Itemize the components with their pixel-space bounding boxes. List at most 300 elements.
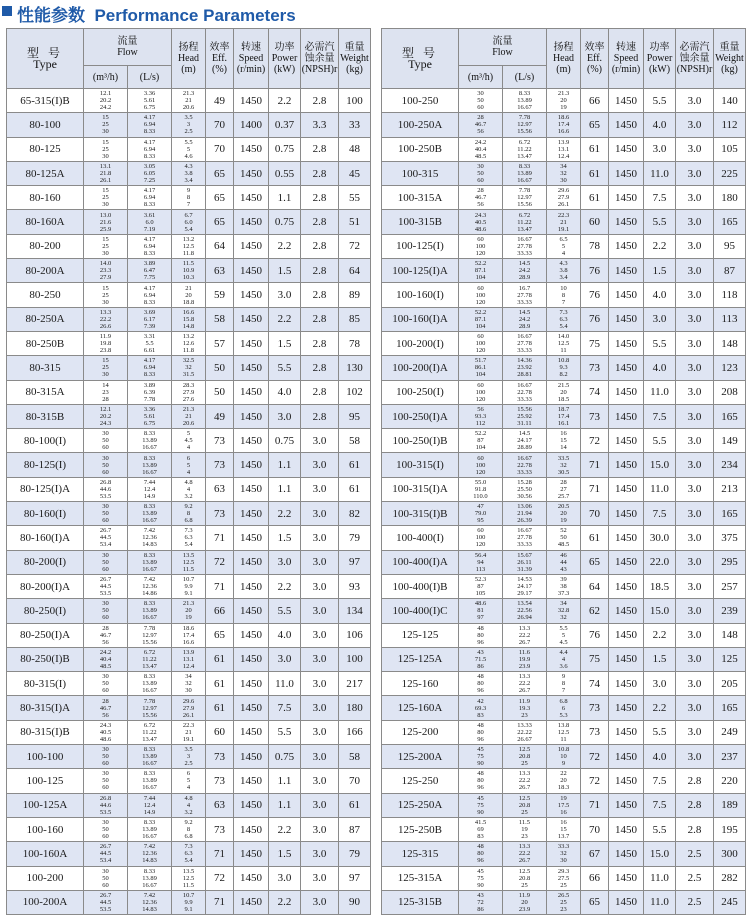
npsh-cell: 3.0 — [676, 745, 714, 769]
eff-cell: 73 — [581, 404, 609, 428]
q_m3h-value: 56.4 — [474, 551, 487, 559]
head-value: 5 — [186, 461, 191, 469]
q_ls-cell — [503, 745, 547, 769]
q_m3h-value: 97 — [477, 614, 484, 622]
q_ls-cell — [503, 574, 547, 598]
q_m3h-value: 96 — [477, 687, 484, 695]
q_m3h-cell — [84, 380, 128, 404]
q_ls-cell — [128, 720, 172, 744]
eff-cell: 58 — [206, 307, 234, 331]
head-value: 37.3 — [557, 590, 570, 598]
speed-cell: 1450 — [234, 380, 269, 404]
eff-cell: 63 — [206, 477, 234, 501]
model-cell: 125-125A — [382, 647, 459, 671]
q_ls-value: 19 — [521, 826, 528, 834]
npsh-cell: 3.0 — [676, 234, 714, 258]
power-cell: 3.0 — [269, 404, 301, 428]
q_m3h-value: 25 — [102, 364, 109, 372]
head-value: 52 — [560, 527, 567, 535]
q_ls-value: 19.9 — [518, 655, 531, 663]
head-value: 6.8 — [559, 697, 568, 705]
q_m3h-cell — [459, 210, 503, 234]
header-model: 型 号 Type — [7, 29, 84, 89]
speed-cell: 1450 — [609, 331, 644, 355]
q_m3h-value: 69 — [477, 826, 484, 834]
npsh-cell: 2.8 — [301, 186, 339, 210]
q_ls-cell — [503, 720, 547, 744]
q_m3h-cell — [84, 647, 128, 671]
q_m3h-value: 30 — [102, 819, 109, 827]
weight-cell: 257 — [714, 574, 746, 598]
head-value: 16 — [560, 819, 567, 827]
head-value: 4.8 — [184, 794, 193, 802]
head-value: 6 — [186, 454, 191, 462]
q_m3h-value: 13.3 — [99, 308, 112, 316]
weight-cell: 112 — [714, 113, 746, 137]
weight-cell: 213 — [714, 477, 746, 501]
q_m3h-cell — [459, 186, 503, 210]
head-value: 15 — [560, 826, 567, 834]
npsh-cell: 3.0 — [301, 890, 339, 914]
q_ls-value: 6.72 — [143, 721, 156, 729]
head-value: 8 — [186, 194, 191, 202]
head-value: 5.5 — [559, 624, 568, 632]
head-value: 20.6 — [182, 104, 195, 112]
q_m3h-value: 52.2 — [474, 430, 487, 438]
performance-table-right — [381, 28, 746, 915]
power-cell: 2.2 — [644, 623, 676, 647]
head-value: 11.5 — [182, 565, 195, 573]
q_ls-value: 26.7 — [518, 638, 531, 646]
q_ls-value: 8.33 — [143, 430, 156, 438]
weight-cell: 180 — [339, 696, 371, 720]
model-cell: 100-200(I)A — [382, 356, 459, 380]
q_m3h-value: 28 — [477, 114, 484, 122]
power-cell: 15.0 — [644, 842, 676, 866]
weight-cell: 123 — [714, 356, 746, 380]
head-cell — [172, 817, 206, 841]
power-cell: 3.0 — [644, 672, 676, 696]
speed-cell: 1450 — [234, 842, 269, 866]
q_ls-value: 6.47 — [143, 267, 156, 275]
q_m3h-value: 27.9 — [99, 274, 112, 282]
eff-cell: 72 — [206, 550, 234, 574]
q_m3h-value: 60 — [477, 104, 484, 112]
head-value: 9.9 — [184, 583, 193, 591]
q_m3h-cell — [459, 502, 503, 526]
head-value: 4 — [186, 444, 191, 452]
q_m3h-value: 48 — [477, 770, 484, 778]
eff-cell: 71 — [581, 793, 609, 817]
head-value: 6.5 — [559, 235, 568, 243]
model-cell: 100-100 — [7, 745, 84, 769]
head-cell — [172, 672, 206, 696]
table-row — [7, 259, 371, 283]
q_m3h-value: 25 — [102, 242, 109, 250]
head-cell — [172, 453, 206, 477]
q_ls-value: 28.89 — [517, 444, 532, 452]
model-cell: 80-200(I) — [7, 550, 84, 574]
q_m3h-value: 30 — [477, 163, 484, 171]
speed-cell: 1450 — [609, 526, 644, 550]
head-value: 12.4 — [557, 152, 570, 160]
q_m3h-value: 55.0 — [474, 478, 487, 486]
q_ls-cell — [128, 550, 172, 574]
weight-cell: 165 — [714, 502, 746, 526]
head-value: 27.6 — [182, 395, 195, 403]
eff-cell: 61 — [206, 647, 234, 671]
q_ls-value: 11.22 — [517, 218, 532, 226]
q_ls-value: 22.2 — [518, 680, 531, 688]
q_m3h-value: 48 — [477, 673, 484, 681]
speed-cell: 1450 — [609, 234, 644, 258]
q_ls-value: 22.22 — [517, 728, 532, 736]
head-value: 20 — [560, 388, 567, 396]
head-value: 16.6 — [182, 308, 195, 316]
q_m3h-value: 23.8 — [99, 347, 112, 355]
npsh-cell: 3.0 — [676, 550, 714, 574]
q_m3h-value: 60 — [102, 565, 109, 573]
power-cell: 30.0 — [644, 526, 676, 550]
power-cell: 3.0 — [644, 307, 676, 331]
q_ls-value: 11.5 — [518, 819, 531, 827]
model-cell: 80-250(I) — [7, 599, 84, 623]
head-value: 5.4 — [559, 322, 568, 330]
head-value: 15.8 — [182, 315, 195, 323]
q_ls-value: 24.17 — [517, 437, 532, 445]
q_m3h-cell — [84, 623, 128, 647]
weight-cell: 234 — [714, 453, 746, 477]
q_m3h-cell — [84, 672, 128, 696]
speed-cell: 1450 — [609, 283, 644, 307]
npsh-cell: 3.0 — [301, 647, 339, 671]
head-cell — [547, 842, 581, 866]
speed-cell: 1450 — [234, 137, 269, 161]
weight-cell: 87 — [339, 817, 371, 841]
q_ls-value: 13.06 — [517, 503, 532, 511]
speed-cell: 1450 — [609, 259, 644, 283]
head-value: 34 — [560, 163, 567, 171]
page-header — [0, 0, 750, 24]
q_ls-value: 3.05 — [143, 163, 156, 171]
q_m3h-cell — [84, 186, 128, 210]
q_m3h-value: 28 — [477, 187, 484, 195]
q_ls-value: 11.22 — [517, 145, 532, 153]
head-value: 9.9 — [184, 898, 193, 906]
head-value: 19 — [560, 104, 567, 112]
q_m3h-value: 87.1 — [474, 267, 487, 275]
speed-cell: 1450 — [234, 769, 269, 793]
q_ls-value: 31.39 — [517, 565, 532, 573]
table-row — [7, 186, 371, 210]
head-cell — [547, 307, 581, 331]
q_m3h-value: 60 — [102, 687, 109, 695]
q_m3h-value: 45 — [477, 794, 484, 802]
q_ls-cell — [503, 477, 547, 501]
q_m3h-value: 40.4 — [474, 145, 487, 153]
weight-cell: 100 — [339, 647, 371, 671]
head-value: 50 — [560, 534, 567, 542]
header-flow-m3h: (m³/h) — [84, 66, 128, 89]
q_m3h-cell — [84, 599, 128, 623]
model-cell: 80-250B — [7, 331, 84, 355]
head-cell — [172, 89, 206, 113]
q_m3h-cell — [84, 210, 128, 234]
q_m3h-value: 48.5 — [474, 152, 487, 160]
npsh-cell: 2.8 — [676, 793, 714, 817]
q_ls-cell — [128, 890, 172, 914]
q_m3h-value: 30 — [102, 128, 109, 136]
q_m3h-value: 60 — [102, 468, 109, 476]
npsh-cell: 3.0 — [301, 429, 339, 453]
head-value: 5 — [186, 145, 191, 153]
q_m3h-cell — [459, 89, 503, 113]
head-value: 4.5 — [559, 638, 568, 646]
q_m3h-cell — [459, 793, 503, 817]
head-cell — [172, 550, 206, 574]
head-value: 8 — [186, 826, 191, 834]
npsh-cell: 3.0 — [676, 647, 714, 671]
speed-cell: 1450 — [609, 307, 644, 331]
q_m3h-value: 15 — [102, 138, 109, 146]
q_m3h-value: 46.7 — [99, 704, 112, 712]
head-value: 13.1 — [182, 655, 195, 663]
head-cell — [172, 720, 206, 744]
q_m3h-value: 48.6 — [99, 735, 112, 743]
q_m3h-value: 30 — [102, 298, 109, 306]
npsh-cell: 3.0 — [301, 793, 339, 817]
power-cell: 1.5 — [269, 259, 301, 283]
eff-cell: 57 — [206, 331, 234, 355]
q_ls-value: 27.78 — [517, 534, 532, 542]
q_m3h-value: 113 — [475, 565, 486, 573]
power-cell: 1.5 — [269, 331, 301, 355]
table-row — [7, 453, 371, 477]
q_ls-value: 14.83 — [142, 905, 157, 913]
model-cell: 100-315(I) — [382, 453, 459, 477]
q_m3h-value: 46.7 — [474, 121, 487, 129]
table-row — [7, 720, 371, 744]
header-speed: 转速 Speed (r/min) — [234, 29, 269, 89]
power-cell: 7.5 — [644, 186, 676, 210]
speed-cell: 1450 — [234, 89, 269, 113]
q_ls-value: 16.67 — [142, 687, 157, 695]
head-value: 30 — [560, 857, 567, 865]
head-cell — [547, 234, 581, 258]
table-row — [382, 331, 746, 355]
q_ls-value: 33.33 — [517, 541, 532, 549]
q_ls-value: 8.33 — [143, 770, 156, 778]
head-cell — [172, 526, 206, 550]
q_ls-cell — [128, 210, 172, 234]
table-row — [7, 817, 371, 841]
eff-cell: 71 — [581, 453, 609, 477]
q_ls-value: 3.36 — [143, 90, 156, 98]
power-cell: 5.5 — [644, 720, 676, 744]
q_m3h-value: 93.3 — [474, 413, 487, 420]
table-row — [7, 307, 371, 331]
model-cell: 100-250A — [382, 113, 459, 137]
table-row — [7, 502, 371, 526]
q_ls-value: 7.78 — [143, 624, 156, 632]
q_ls-value: 13.47 — [142, 662, 157, 670]
head-value: 8 — [561, 291, 566, 299]
power-cell: 11.0 — [644, 380, 676, 404]
table-header — [7, 29, 371, 89]
q_m3h-value: 86 — [477, 662, 484, 670]
q_ls-value: 22.2 — [518, 631, 531, 639]
q_m3h-value: 23 — [102, 388, 109, 396]
q_m3h-value: 30 — [102, 600, 109, 608]
table-row — [7, 793, 371, 817]
model-cell: 100-200 — [7, 866, 84, 890]
eff-cell: 74 — [581, 380, 609, 404]
npsh-cell: 3.0 — [301, 817, 339, 841]
speed-cell: 1450 — [609, 380, 644, 404]
npsh-cell: 3.0 — [301, 720, 339, 744]
q_ls-value: 15.56 — [517, 128, 532, 136]
eff-cell: 73 — [206, 429, 234, 453]
head-value: 3.2 — [184, 808, 193, 816]
head-value: 12.5 — [182, 558, 195, 566]
power-cell: 11.0 — [644, 161, 676, 185]
q_m3h-cell — [459, 331, 503, 355]
q_m3h-value: 75 — [477, 753, 484, 761]
q_m3h-value: 90 — [477, 808, 484, 816]
speed-cell: 1450 — [609, 720, 644, 744]
head-value: 4 — [186, 801, 191, 809]
power-cell: 2.2 — [269, 890, 301, 914]
q_ls-value: 8.33 — [518, 90, 531, 98]
q_ls-cell — [128, 769, 172, 793]
model-cell: 100-160 — [7, 817, 84, 841]
head-value: 21.3 — [557, 90, 570, 98]
power-cell: 1.1 — [269, 453, 301, 477]
npsh-cell: 3.0 — [676, 453, 714, 477]
q_ls-value: 16.67 — [517, 235, 532, 243]
q_ls-value: 15.67 — [517, 551, 532, 559]
q_m3h-value: 60 — [477, 527, 484, 535]
model-cell: 100-125 — [7, 769, 84, 793]
q_ls-value: 23.9 — [518, 662, 531, 670]
model-cell: 80-315 — [7, 356, 84, 380]
q_ls-value: 6.94 — [143, 291, 156, 299]
npsh-cell: 2.8 — [301, 356, 339, 380]
table-row — [7, 283, 371, 307]
weight-cell: 189 — [714, 793, 746, 817]
q_ls-value: 4.17 — [143, 235, 156, 243]
q_m3h-value: 80 — [477, 850, 484, 858]
q_ls-value: 15.56 — [517, 406, 532, 413]
head-cell — [547, 356, 581, 380]
q_m3h-cell — [84, 574, 128, 598]
q_m3h-value: 60 — [477, 333, 484, 341]
q_ls-value: 13.89 — [142, 607, 157, 615]
eff-cell: 76 — [581, 283, 609, 307]
head-value: 10.7 — [182, 891, 195, 899]
table-row — [382, 453, 746, 477]
q_m3h-value: 24.2 — [99, 104, 112, 112]
eff-cell: 65 — [581, 890, 609, 914]
head-value: 46 — [560, 551, 567, 559]
weight-cell: 93 — [339, 574, 371, 598]
q_m3h-value: 13.1 — [99, 163, 112, 171]
head-value: 18.8 — [182, 298, 195, 306]
q_ls-value: 21.94 — [517, 510, 532, 518]
q_ls-cell — [503, 890, 547, 914]
q_m3h-value: 72 — [477, 898, 484, 906]
speed-cell: 1450 — [234, 234, 269, 258]
table-row — [382, 842, 746, 866]
power-cell: 22.0 — [644, 550, 676, 574]
power-cell: 2.2 — [269, 234, 301, 258]
head-value: 6 — [561, 704, 566, 712]
q_ls-cell — [128, 380, 172, 404]
q_ls-value: 26.11 — [517, 558, 532, 566]
q_ls-value: 7.39 — [143, 322, 156, 330]
q_ls-value: 16.67 — [517, 104, 532, 112]
speed-cell: 1450 — [234, 866, 269, 890]
q_ls-value: 16.67 — [142, 517, 157, 525]
q_m3h-cell — [459, 307, 503, 331]
speed-cell: 1450 — [609, 647, 644, 671]
npsh-cell: 3.0 — [676, 672, 714, 696]
head-value: 28.3 — [182, 381, 195, 389]
q_ls-value: 13.47 — [517, 152, 532, 160]
q_m3h-value: 48 — [477, 721, 484, 729]
q_ls-value: 22.2 — [518, 850, 531, 858]
q_m3h-cell — [84, 842, 128, 866]
head-cell — [172, 429, 206, 453]
eff-cell: 72 — [581, 429, 609, 453]
head-cell — [172, 234, 206, 258]
q_m3h-value: 15 — [102, 235, 109, 243]
power-cell: 5.5 — [269, 599, 301, 623]
head-value: 16 — [560, 430, 567, 438]
q_m3h-value: 42 — [477, 697, 484, 705]
head-value: 16 — [560, 808, 567, 816]
power-cell: 4.0 — [644, 356, 676, 380]
eff-cell: 50 — [206, 356, 234, 380]
table-row — [7, 550, 371, 574]
q_m3h-value: 30 — [102, 201, 109, 209]
q_m3h-value: 11.9 — [99, 333, 112, 341]
power-cell: 1.1 — [269, 186, 301, 210]
power-cell: 2.2 — [269, 89, 301, 113]
head-value: 18.7 — [557, 406, 570, 413]
power-cell: 4.0 — [644, 113, 676, 137]
weight-cell: 55 — [339, 186, 371, 210]
model-cell: 100-315A — [382, 186, 459, 210]
q_m3h-value: 50 — [477, 97, 484, 105]
weight-cell: 64 — [339, 259, 371, 283]
q_m3h-cell — [459, 745, 503, 769]
q_ls-value: 16.67 — [142, 784, 157, 792]
head-cell — [172, 404, 206, 428]
q_m3h-value: 44.6 — [99, 801, 112, 809]
q_ls-value: 11.22 — [142, 655, 157, 663]
q_m3h-cell — [459, 234, 503, 258]
q_m3h-value: 96 — [477, 784, 484, 792]
head-cell — [172, 283, 206, 307]
npsh-cell: 3.0 — [676, 331, 714, 355]
model-cell: 80-100 — [7, 113, 84, 137]
eff-cell: 71 — [206, 526, 234, 550]
eff-cell: 67 — [581, 842, 609, 866]
table-row — [7, 890, 371, 914]
speed-cell: 1450 — [234, 307, 269, 331]
q_m3h-value: 46.7 — [474, 194, 487, 202]
